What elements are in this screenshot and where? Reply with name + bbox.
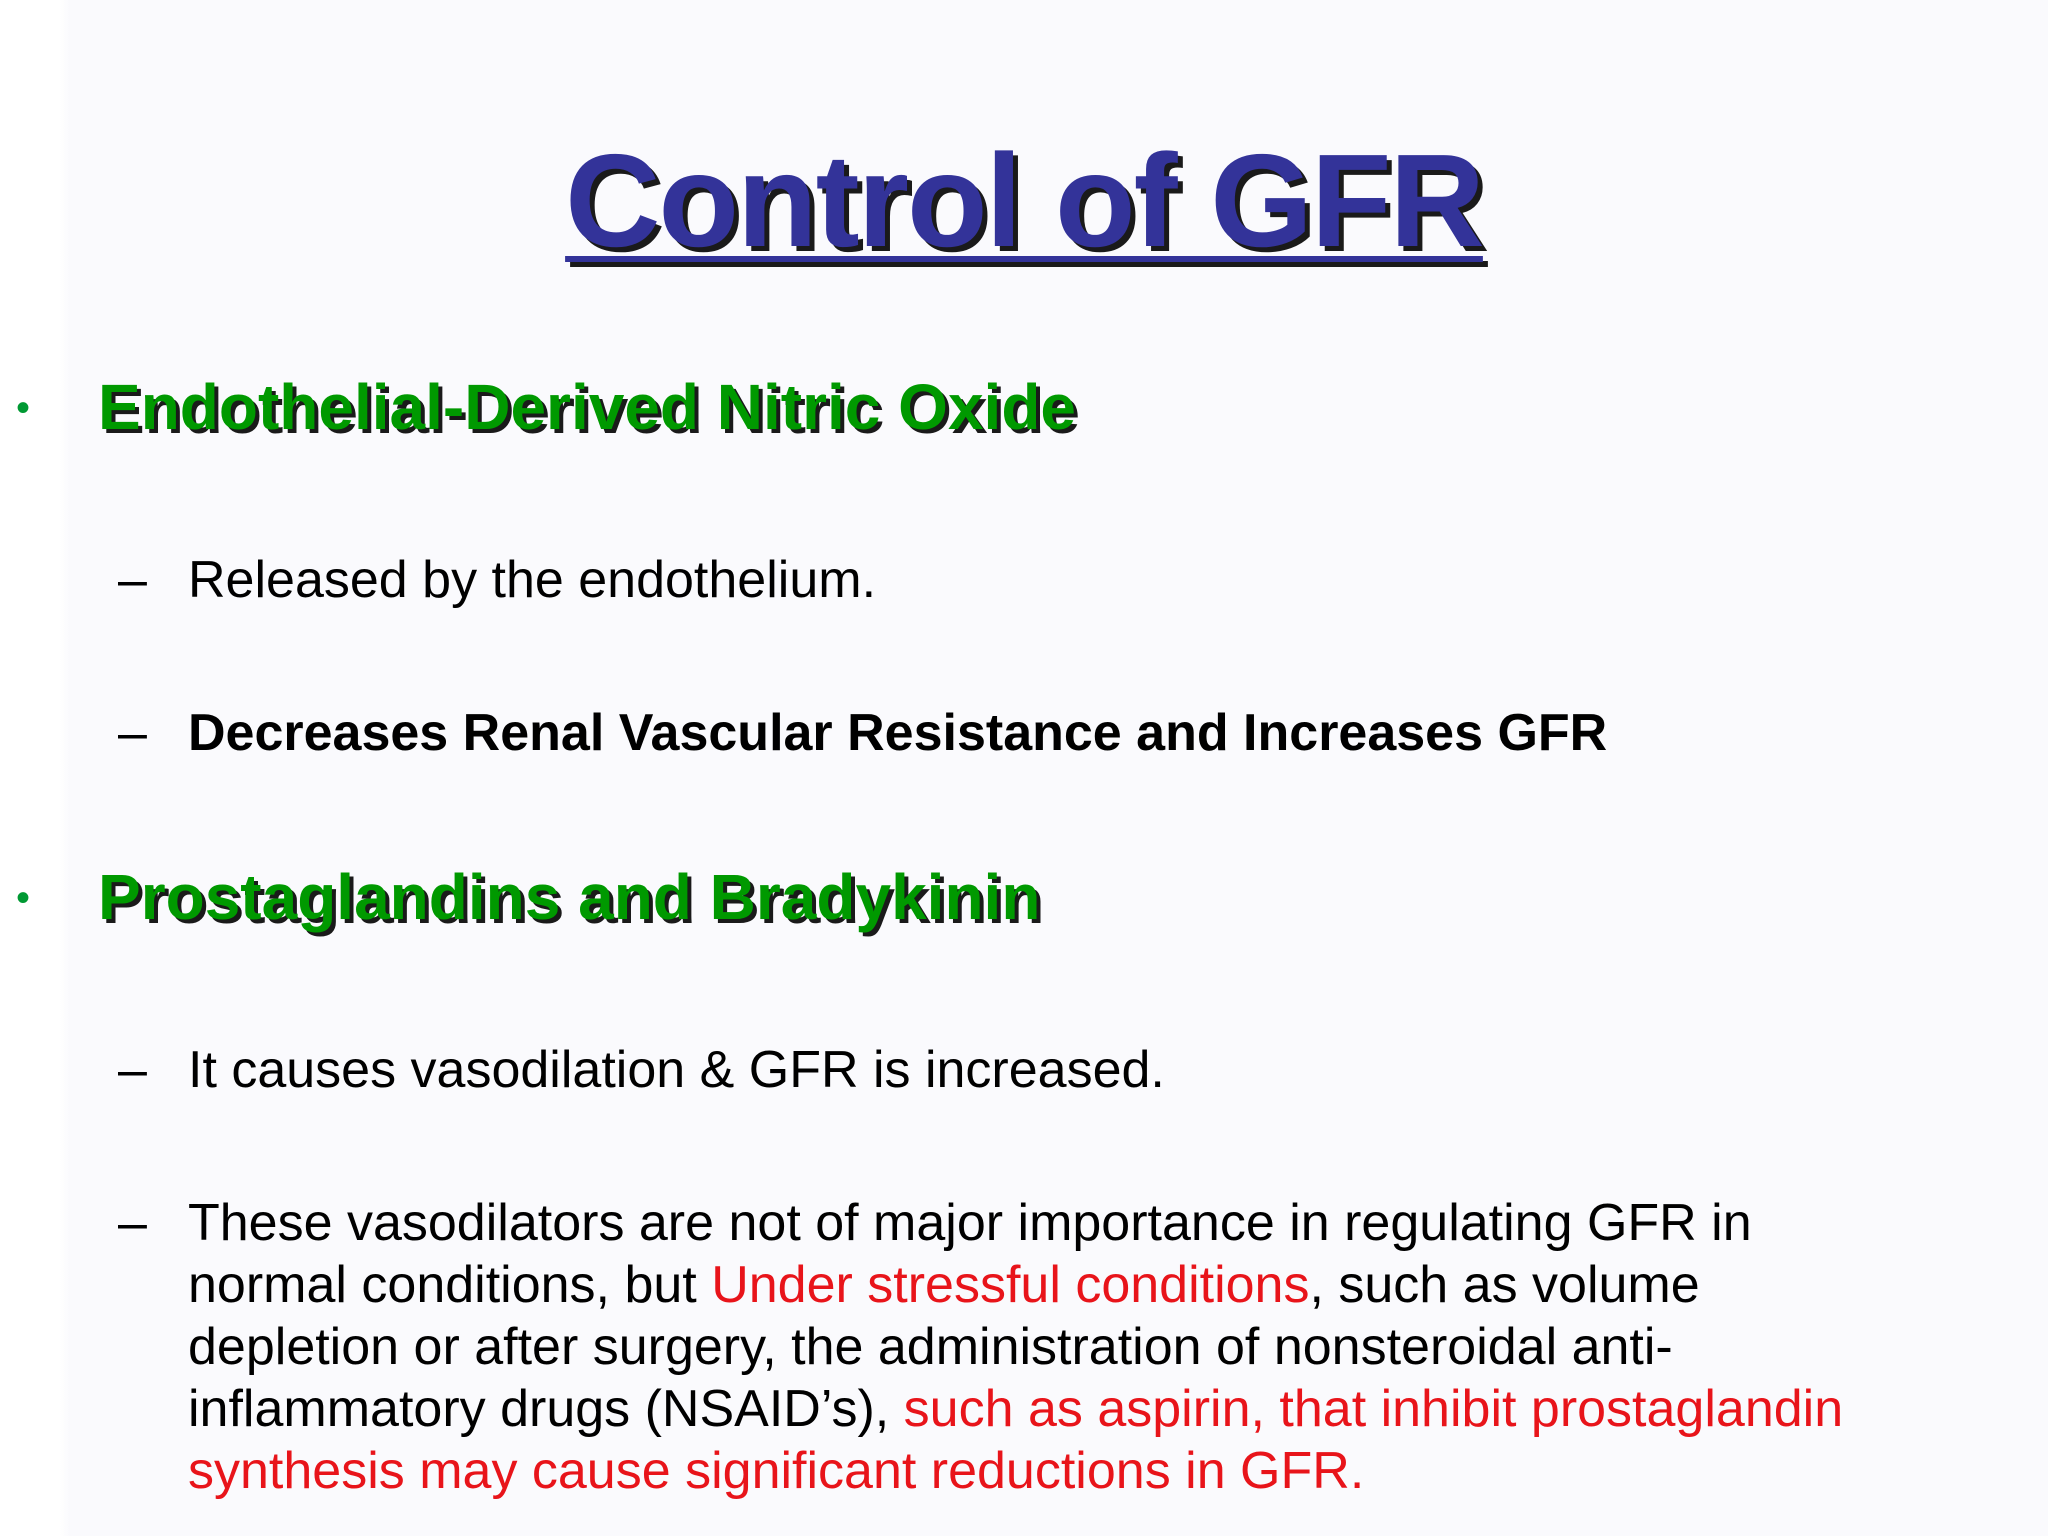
dash-marker: –: [118, 1041, 147, 1099]
dash-marker: –: [118, 704, 147, 762]
paragraph-text: normal conditions, but: [188, 1256, 712, 1314]
dash-marker: –: [118, 551, 147, 609]
paragraph-text: , such as volume: [1309, 1256, 1700, 1314]
highlight-stressful-conditions: Under stressful conditions: [711, 1256, 1310, 1314]
highlight-synthesis-reductions: synthesis may cause significant reductions in GFR.: [188, 1442, 1365, 1500]
section-heading-prostaglandins: Prostaglandins and Bradykinin: [98, 861, 1041, 933]
point-causes-vasodilation: It causes vasodilation & GFR is increased.: [188, 1041, 1165, 1099]
bullet-marker: •: [16, 876, 31, 920]
point-decreases-resistance: Decreases Renal Vascular Resistance and Increases GFR: [188, 704, 1608, 762]
paragraph-line: depletion or after surgery, the administration of nonsteroidal anti-: [188, 1318, 1673, 1376]
dash-marker: –: [118, 1194, 147, 1252]
paragraph-line: [188, 1378, 2018, 1440]
bullet-marker: •: [16, 386, 31, 430]
highlight-aspirin: such as aspirin, that inhibit prostaglandin: [903, 1380, 1844, 1438]
paragraph-line: These vasodilators are not of major importance in regulating GFR in: [188, 1194, 1752, 1252]
paragraph-text: inflammatory drugs (NSAID’s),: [188, 1380, 904, 1438]
paragraph-line: [188, 1254, 2018, 1316]
slide-title: Control of GFR: [565, 127, 1483, 274]
point-vasodilators-paragraph: [188, 1192, 2018, 1502]
section-heading-nitric-oxide: Endothelial-Derived Nitric Oxide: [98, 371, 1076, 443]
point-released-by-endothelium: Released by the endothelium.: [188, 551, 877, 609]
